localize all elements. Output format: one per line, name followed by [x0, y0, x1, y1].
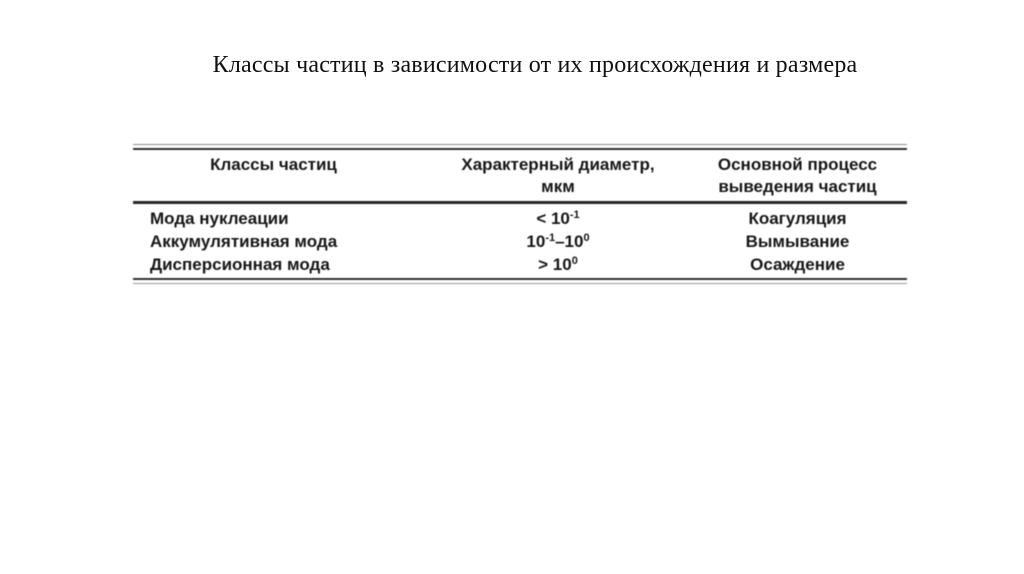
cell-diameter	[414, 230, 702, 253]
cell-particle-class: Мода нуклеации	[150, 209, 289, 228]
cell-particle-class: Дисперсионная мода	[150, 255, 330, 274]
table-row	[133, 253, 907, 276]
cell-particle-class: Аккумулятивная мода	[150, 232, 338, 251]
table-bottom-rule	[133, 278, 907, 284]
cell-diameter	[414, 207, 702, 230]
table-header-row	[133, 150, 907, 201]
diameter-exponent: 0	[583, 232, 590, 245]
diameter-text: > 10	[538, 255, 572, 274]
header-characteristic-diameter	[414, 154, 702, 198]
diameter-text: –10	[555, 232, 584, 251]
header-line: Характерный диаметр,	[461, 155, 655, 174]
slide-title: Классы частиц в зависимости от их происхождения и размера	[212, 52, 858, 78]
header-line: мкм	[541, 177, 575, 196]
table-row	[133, 230, 907, 253]
header-particle-classes	[133, 154, 414, 198]
cell-removal-process: Осаждение	[750, 255, 845, 274]
table-row	[133, 207, 907, 230]
particle-classes-table	[133, 144, 907, 284]
table-body	[133, 204, 907, 278]
cell-removal-process: Вымывание	[745, 232, 850, 251]
diameter-exponent: -1	[545, 232, 556, 245]
diameter-text: < 10	[536, 209, 570, 228]
cell-diameter	[414, 253, 702, 276]
header-line: Классы частиц	[210, 155, 337, 174]
header-line: выведения частиц	[718, 177, 877, 196]
header-removal-process	[702, 154, 907, 198]
diameter-text: 10	[526, 232, 546, 251]
cell-removal-process: Коагуляция	[748, 209, 847, 228]
header-line: Основной процесс	[717, 155, 878, 174]
diameter-exponent: 0	[571, 255, 578, 268]
diameter-exponent: -1	[569, 209, 580, 222]
